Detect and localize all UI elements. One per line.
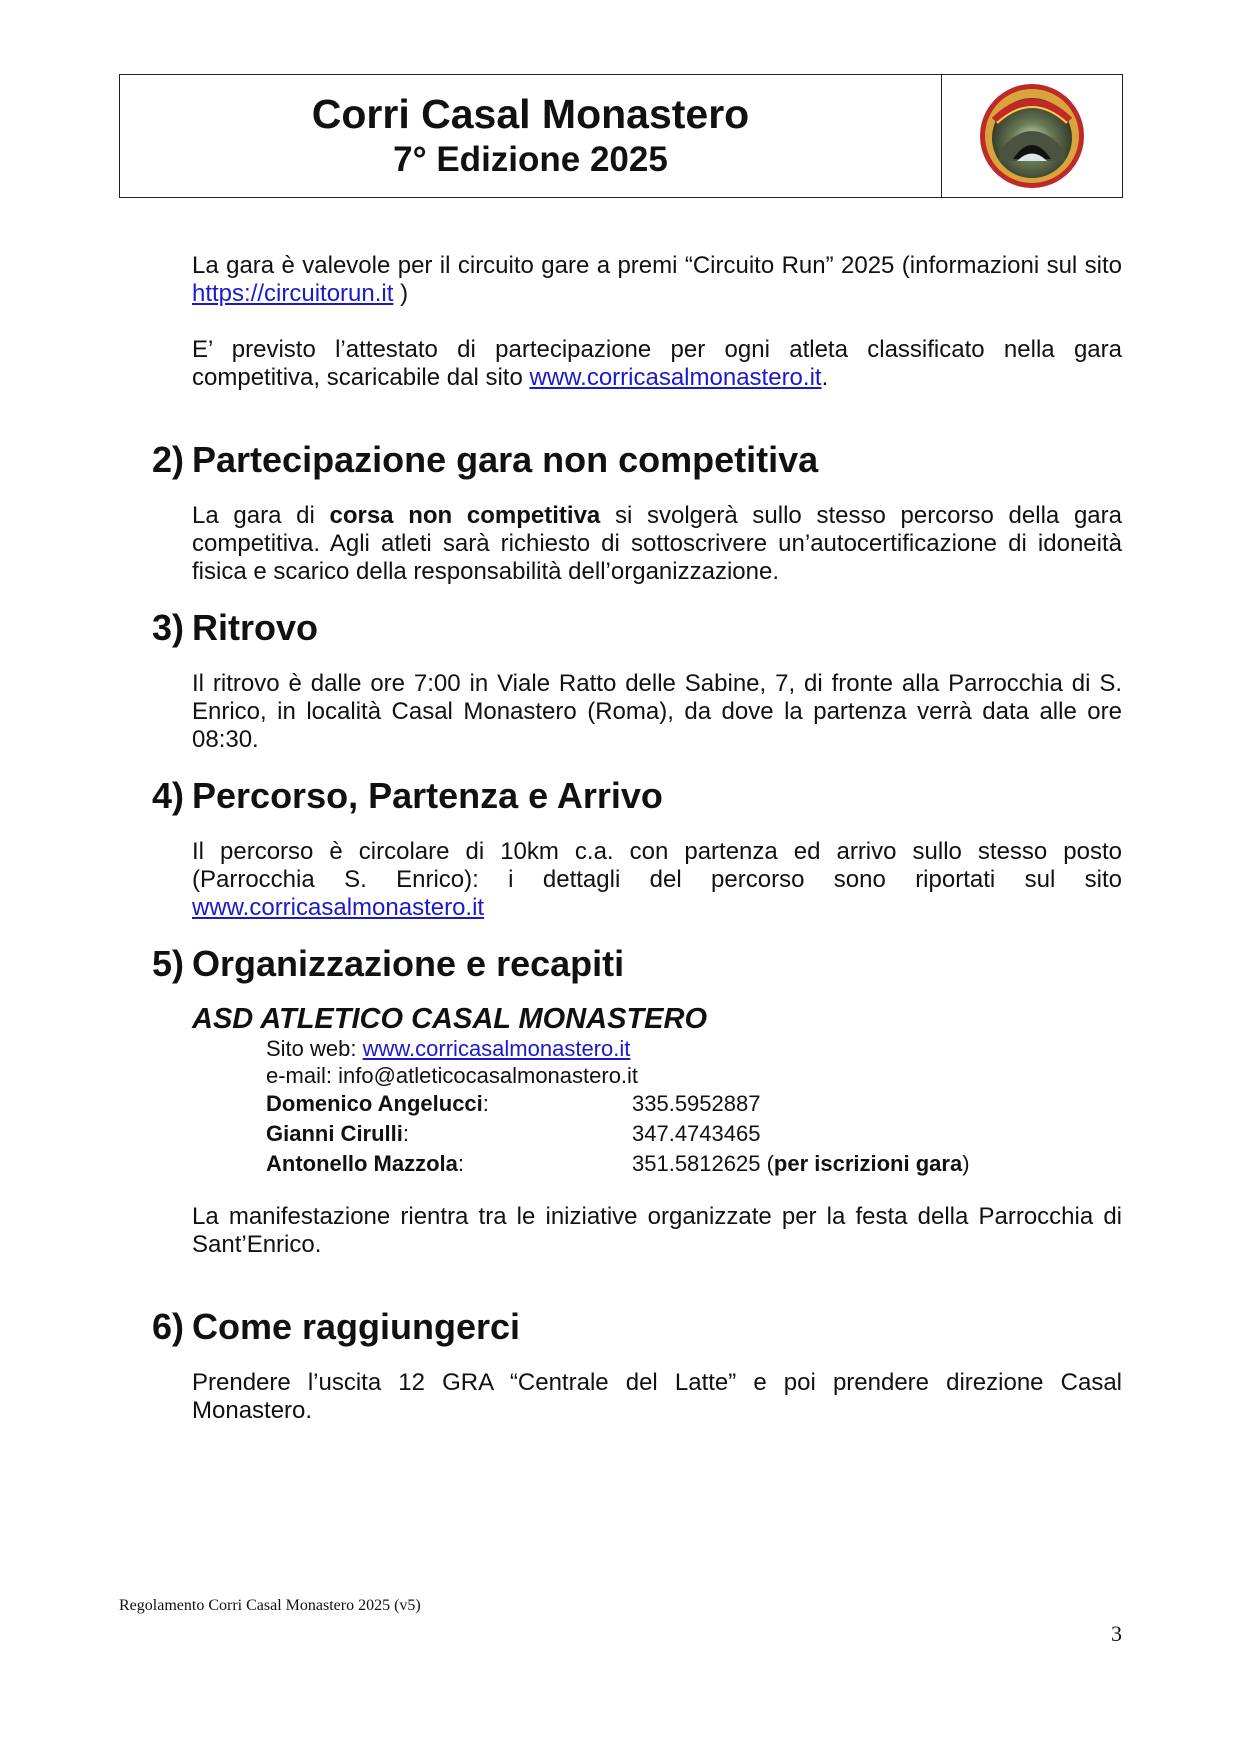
website-link[interactable]: www.corricasalmonastero.it <box>362 1036 631 1061</box>
footer-text: Regolamento Corri Casal Monastero 2025 (v5) <box>119 1597 421 1614</box>
contact-row: Domenico Angelucci: 335.5952887 <box>266 1091 761 1116</box>
section-heading: 2) Partecipazione gara non competitiva <box>152 439 819 480</box>
organization-details <box>266 1035 1122 1179</box>
page-subtitle: 7° Edizione 2025 <box>393 140 668 179</box>
website-link[interactable]: www.corricasalmonastero.it <box>192 894 485 921</box>
email-line: e-mail: info@atleticocasalmonastero.it <box>266 1063 639 1088</box>
section-heading: 3) Ritrovo <box>152 607 318 648</box>
intro-paragraph-1: La gara è valevole per il circuito gare a premi “Circuito Run” 2025 (informazioni sul sito https://circuitorun.it ) <box>192 252 1122 307</box>
page-title: Corri Casal Monastero <box>311 91 750 137</box>
contact-row: Antonello Mazzola: 351.5812625 (per iscrizioni gara) <box>266 1151 970 1176</box>
closing-paragraph: La manifestazione rientra tra le iniziative organizzate per la festa della Parrocchia di Sant’Enrico. <box>192 1203 1122 1258</box>
website-link[interactable]: www.corricasalmonastero.it <box>529 364 822 391</box>
header-box <box>119 74 1123 198</box>
section-body: Il ritrovo è dalle ore 7:00 in Viale Ratto delle Sabine, 7, di fronte alla Parrocchia di S. Enrico, in località Casal Monastero (Roma), da dove la partenza verrà data alle ore 08:30. <box>192 670 1122 753</box>
section-heading: 4) Percorso, Partenza e Arrivo <box>152 775 663 816</box>
organization-name: ASD ATLETICO CASAL MONASTERO <box>192 1003 708 1035</box>
document-body <box>152 252 1122 1425</box>
website-line: Sito web: www.corricasalmonastero.it <box>266 1036 631 1061</box>
section-heading: 6) Come raggiungerci <box>152 1306 521 1347</box>
page-number: 3 <box>1111 1621 1122 1646</box>
section-body: Il percorso è circolare di 10km c.a. con partenza ed arrivo sullo stesso posto (Parrocchia S. Enrico): i dettagli del percorso sono riportati sul sito www.corricasalmonastero.it <box>192 838 1122 921</box>
section-body: La gara di corsa non competitiva si svolgerà sullo stesso percorso della gara competitiva. Agli atleti sarà richiesto di sottoscrivere un’autocertificazione di idoneità fisica e scarico della responsabilità dell’organizzazione. <box>192 502 1122 585</box>
section-body: Prendere l’uscita 12 GRA “Centrale del Latte” e poi prendere direzione Casal Monastero. <box>192 1369 1122 1424</box>
club-logo-icon <box>977 81 1087 191</box>
circuitorun-link[interactable]: https://circuitorun.it <box>192 280 394 307</box>
intro-paragraph-2: E’ previsto l’attestato di partecipazione per ogni atleta classificato nella gara competitiva, scaricabile dal sito www.corricasalmonastero.it. <box>192 336 1122 391</box>
club-logo <box>942 75 1122 197</box>
contact-row: Gianni Cirulli: 347.4743465 <box>266 1121 761 1146</box>
section-heading: 5) Organizzazione e recapiti <box>152 943 625 984</box>
header-titles <box>120 75 942 197</box>
